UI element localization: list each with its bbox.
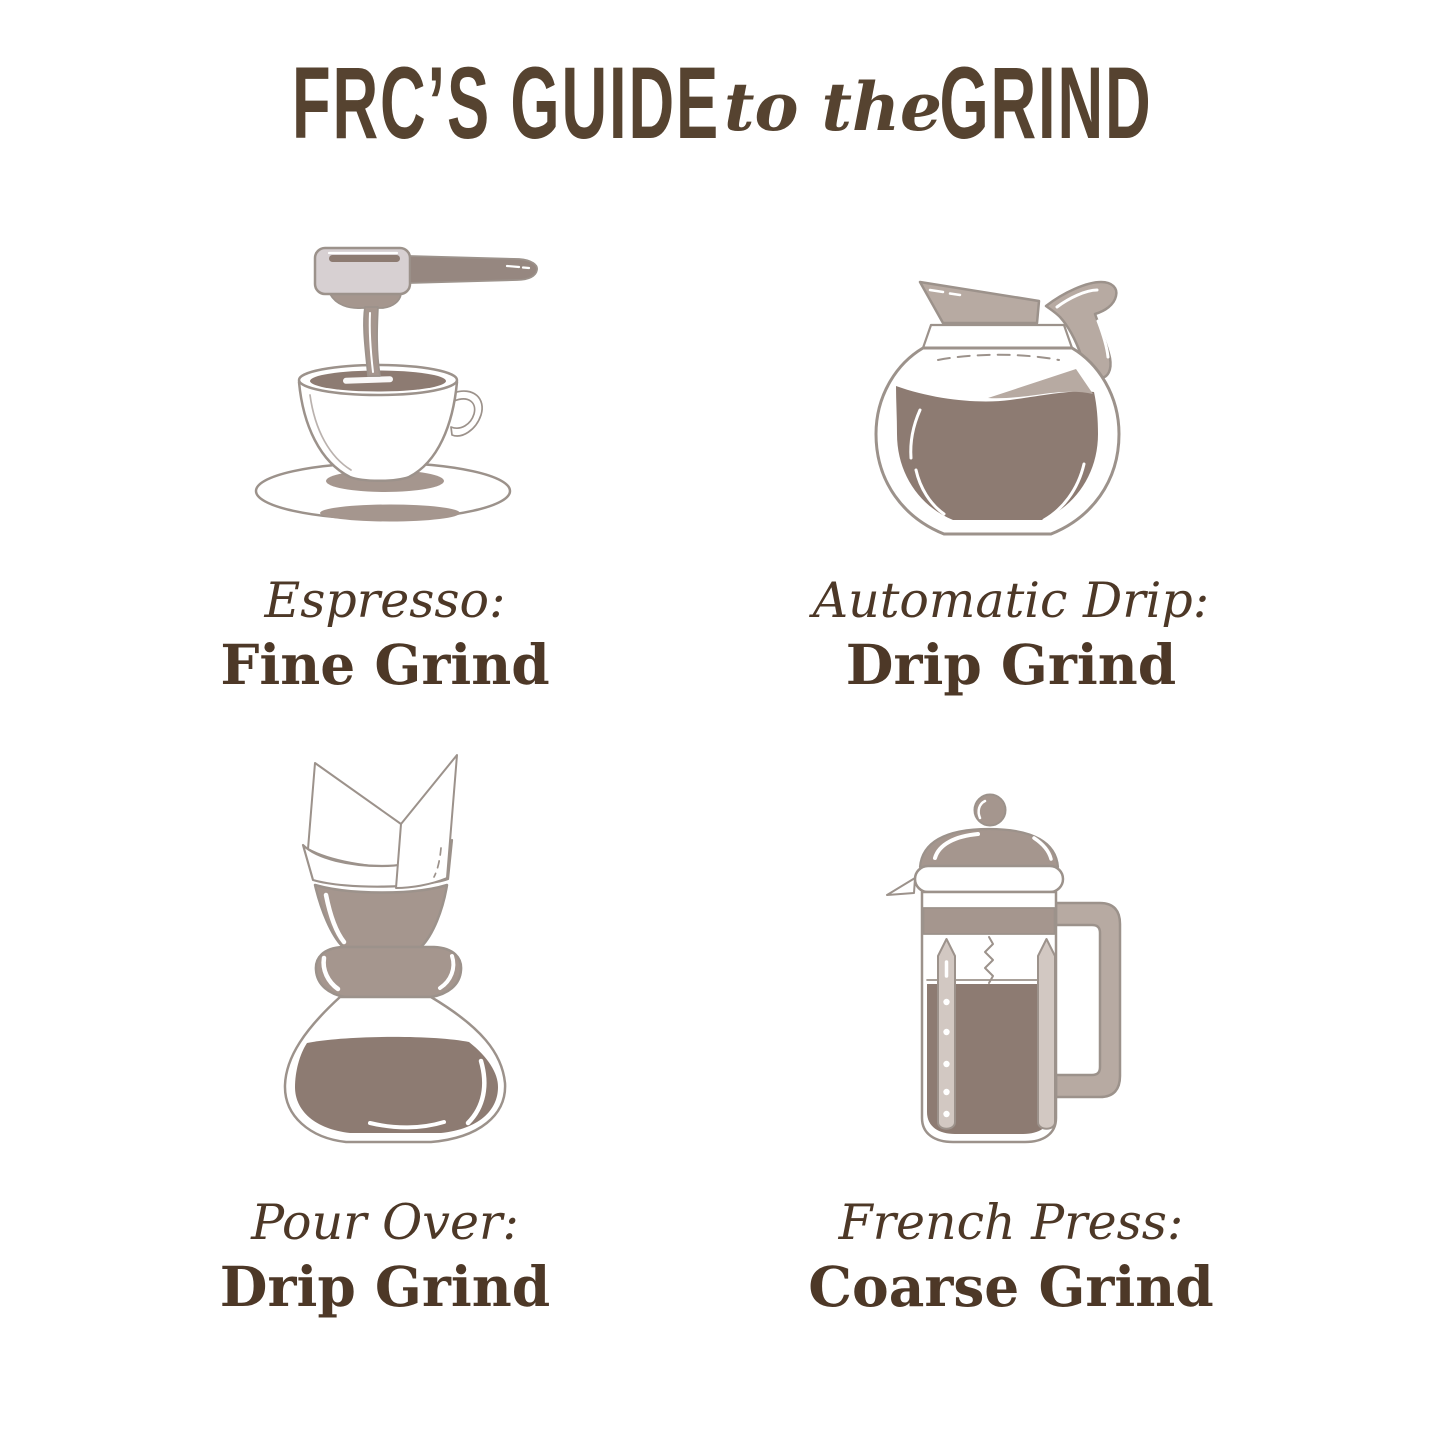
press-lid [887,795,1063,896]
french-press-icon [868,792,1178,1182]
method-name: French Press: [838,1194,1184,1251]
title-right [874,46,1218,160]
method-name: Pour Over: [251,1194,519,1251]
label-french-press [751,1196,1271,1317]
label-automatic-drip [751,574,1271,695]
grind-type: Fine Grind [220,631,550,697]
coffee-stream [330,294,401,376]
carafe-body [876,325,1119,534]
espresso-cup [299,365,482,481]
grind-type: Drip Grind [845,631,1177,697]
method-name: Espresso: [264,572,506,629]
method-name: Automatic Drip: [812,572,1210,629]
coffee-carafe-icon [860,268,1160,558]
flask-coffee [295,1037,498,1133]
label-espresso [125,574,645,695]
label-pour-over [125,1196,645,1317]
title-script-text: to the [724,68,942,146]
grind-type: Drip Grind [219,1253,551,1319]
title-right-text: GRIND [939,46,1153,160]
carafe-lid [920,282,1039,323]
frame-rail-right [1038,939,1055,1129]
press-spout [887,878,915,895]
pour-over-brewer-icon [255,745,555,1175]
portafilter [315,248,537,294]
paper-filter [303,755,457,888]
flask [285,997,505,1142]
press-body [922,892,1056,1142]
press-handle [1056,903,1120,1097]
waist-tie [316,947,461,997]
wood-collar [315,885,447,947]
title-left-text: FRC’S GUIDE [291,46,721,160]
espresso-portafilter-cup-icon [250,225,570,545]
grind-type: Coarse Grind [808,1253,1214,1319]
